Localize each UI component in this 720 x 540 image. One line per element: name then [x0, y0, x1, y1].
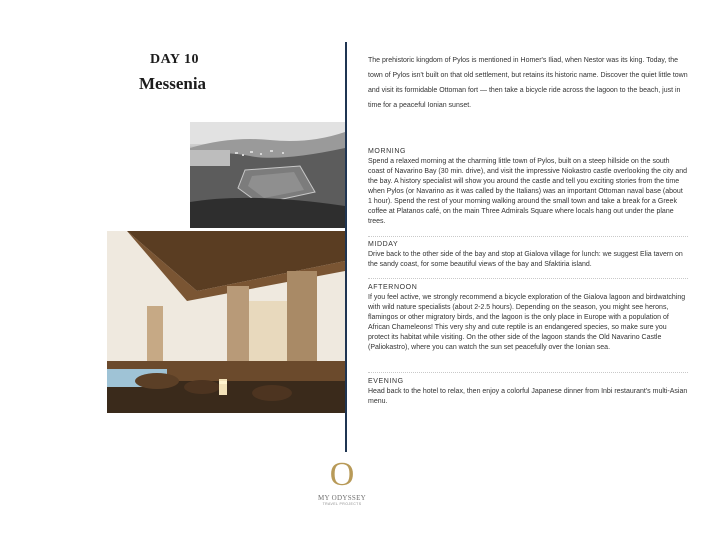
section-midday — [368, 240, 688, 270]
pylos-photo-illustration — [190, 122, 345, 228]
pylos-photo — [190, 122, 345, 228]
day-label: DAY 10 — [150, 52, 200, 67]
place-title: Messenia — [139, 74, 207, 93]
section-body: If you feel active, we strongly recommend a bicycle exploration of the Gialova lagoon and birdwatching with wild nature specialists (about 2-2.5 hours). Depending on the season, you might see herons, flamingos or other migratory birds, and the lagoon is the only place in Europe with a population of African Chameleons! This very shy and cute reptile is an endangered species, so make sure you protect its habitat while visiting. On the other side of the lagoon stands the Old Navarino Castle (Paliokastro), where you can watch the sun set peacefully over the Ionian sea. — [368, 294, 686, 351]
section-body: Head back to the hotel to relax, then enjoy a colorful Japanese dinner from Inbi restaurant's multi-Asian menu. — [368, 388, 688, 405]
logo-tagline: TRAVEL PROJECTS — [322, 502, 362, 506]
hotel-photo-illustration — [107, 231, 345, 413]
logo-name: MY ODYSSEY — [317, 494, 367, 502]
section-heading: MORNING — [368, 148, 407, 155]
section-morning — [368, 147, 688, 227]
intro-paragraph: The prehistoric kingdom of Pylos is mentioned in Homer's Iliad, when Nestor was its king. Today, the town of Pylos isn't built on that old settlement, but retains its historic name. Discover the quiet little town and visit its formidable Ottoman fort — then take a bicycle ride across the lagoon to the beach, just in time for a peaceful Ionian sunset. — [368, 57, 688, 109]
separator — [368, 236, 688, 238]
section-heading: MIDDAY — [368, 241, 399, 248]
section-afternoon — [368, 283, 688, 353]
hotel-photo — [107, 231, 345, 413]
separator — [368, 372, 688, 374]
section-body: Drive back to the other side of the bay and stop at Gialova village for lunch: we suggest Elia tavern on the sandy coast, for some beautiful views of the bay and Sfaktiria island. — [368, 251, 683, 268]
section-evening — [368, 377, 688, 407]
logo-mark: O — [329, 456, 355, 493]
vertical-divider — [345, 42, 347, 452]
section-heading: EVENING — [368, 378, 404, 385]
section-body: Spend a relaxed morning at the charming little town of Pylos, built on a steep hillside on the south coast of Navarino Bay (30 min. drive), and visit the impressive Niokastro castle overlooking the city and the bay. A history specialist will show you around the castle and tell you exciting stories from the time when Pylos (or Navarino as it was called by the Italians) was an important Ottoman naval base (about 1 hour). Spend the rest of your morning walking around the small town and take a break for a Greek coffee at Platanos café, on the main Three Admirals Square where locals hang out under the plane trees. — [368, 158, 688, 225]
brand-logo — [312, 458, 372, 506]
section-heading: AFTERNOON — [368, 284, 418, 291]
separator — [368, 278, 688, 280]
